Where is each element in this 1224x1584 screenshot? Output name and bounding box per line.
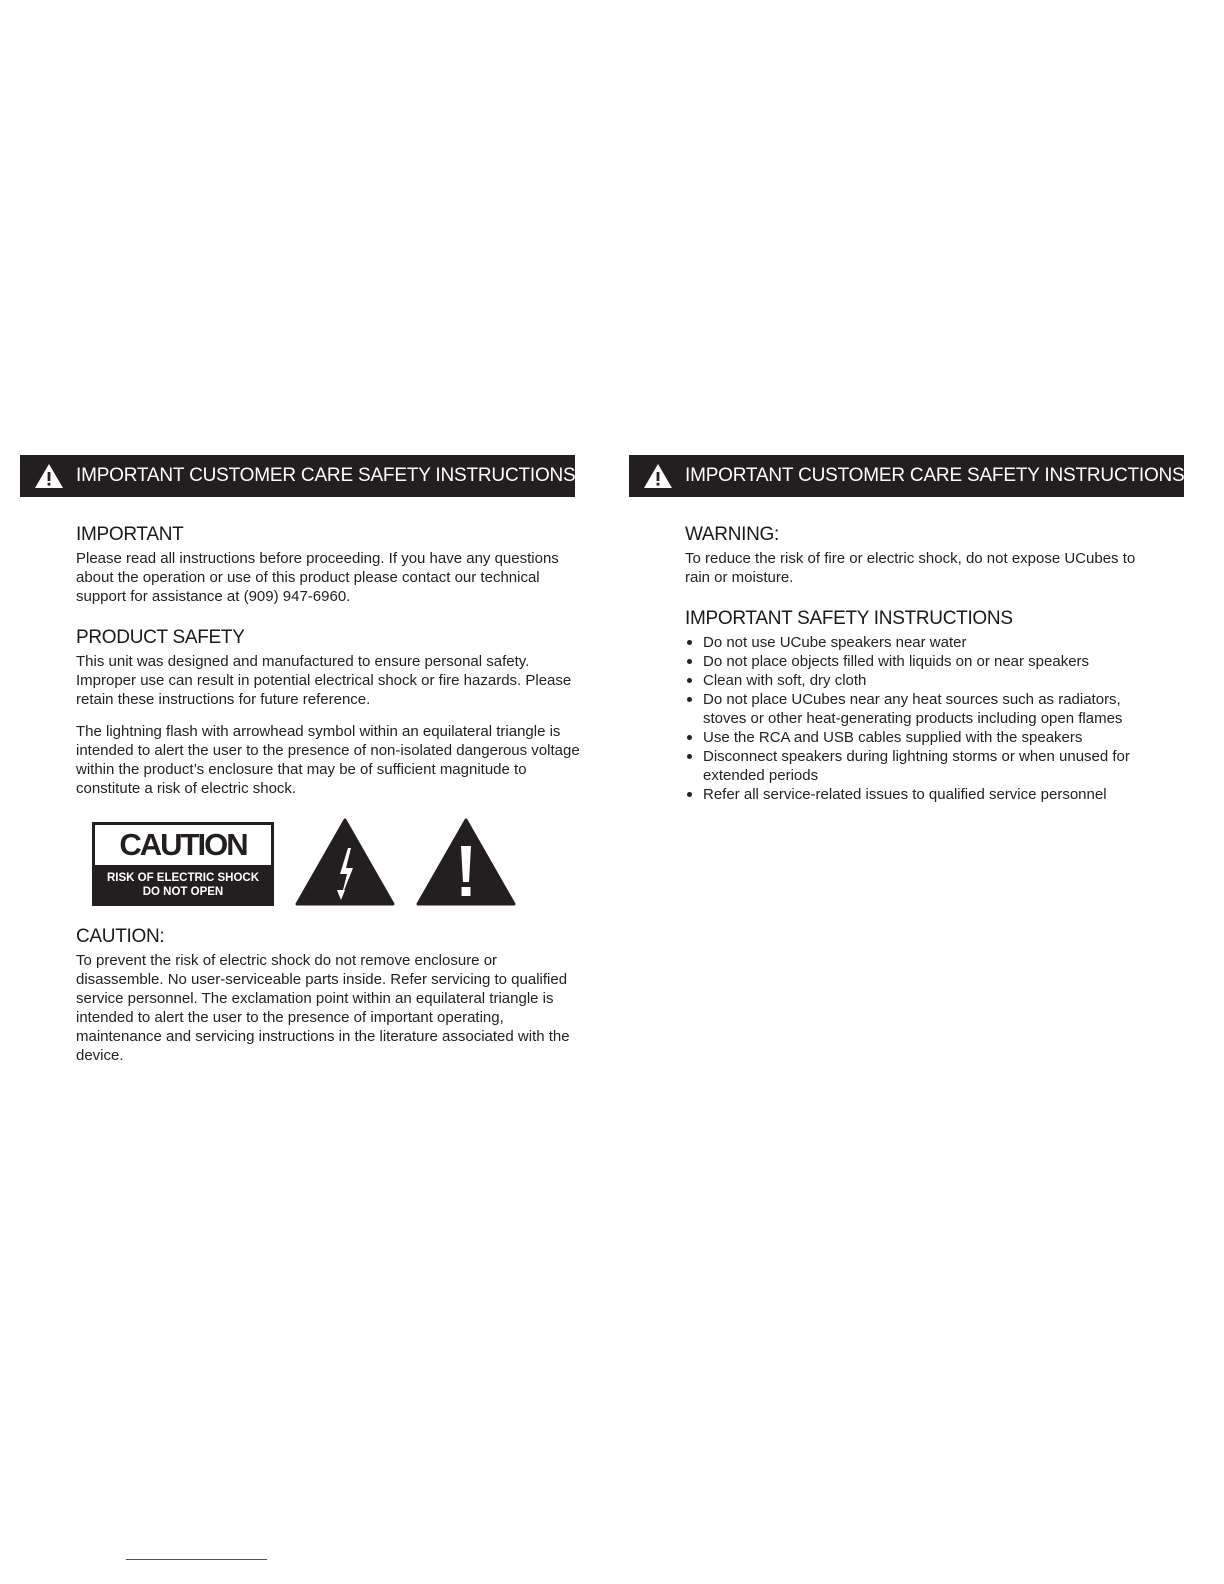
warning-triangle-icon (643, 463, 673, 489)
right-column (685, 524, 1145, 804)
safety-instructions-list (685, 633, 1145, 804)
lightning-symbol-description: The lightning flash with arrowhead symbol within an equilateral triangle is intended to alert the user to the presence of non-isolated dangerous voltage within the product’s enclosure that may be of sufficient magnitude to constitute a risk of electric shock. (76, 723, 580, 797)
caution-line-1: RISK OF ELECTRIC SHOCK (106, 872, 260, 884)
caution-word: CAUTION (94, 824, 272, 866)
caution-body: To prevent the risk of electric shock do not remove enclosure or disassemble. No user-serviceable parts inside. Refer servicing to qualified service personnel. The exclamation point within an equilateral triangle is intended to alert the user to the presence of important operating, maintenance and servicing instructions in the literature associated with the device. (76, 952, 570, 1064)
list-item: Do not place UCubes near any heat sources such as radiators, stoves or other heat-generating products including open flames (685, 690, 1145, 728)
warning-triangle-icon (34, 463, 64, 489)
list-item: Use the RCA and USB cables supplied with the speakers (685, 728, 1145, 747)
right-header-banner (629, 455, 1184, 497)
left-column (76, 524, 581, 1065)
list-item: Do not use UCube speakers near water (685, 633, 1145, 652)
caution-line-2: DO NOT OPEN (142, 886, 224, 898)
important-body: Please read all instructions before proceeding. If you have any questions about the operation or use of this product please contact our technical support for assistance at (909) 947-6960. (76, 550, 559, 605)
safety-symbols (92, 818, 581, 906)
list-item: Do not place objects filled with liquids on or near speakers (685, 652, 1145, 671)
product-safety-body: This unit was designed and manufactured to ensure personal safety. Improper use can result in potential electrical shock or fire hazards. Please retain these instructions for future reference. (76, 653, 572, 708)
warning-heading: WARNING: (685, 524, 780, 545)
banner-title: IMPORTANT CUSTOMER CARE SAFETY INSTRUCTIONS (76, 465, 576, 486)
caution-label (92, 822, 274, 906)
safety-instructions-heading: IMPORTANT SAFETY INSTRUCTIONS (685, 608, 1013, 629)
lightning-triangle-icon (295, 818, 395, 906)
list-item: Refer all service-related issues to qualified service personnel (685, 785, 1145, 804)
important-heading: IMPORTANT (76, 524, 184, 545)
list-item: Disconnect speakers during lightning storms or when unused for extended periods (685, 747, 1145, 785)
caution-heading: CAUTION: (76, 926, 165, 947)
exclamation-triangle-icon (416, 818, 516, 906)
left-header-banner (20, 455, 575, 497)
banner-title: IMPORTANT CUSTOMER CARE SAFETY INSTRUCTIONS (685, 465, 1185, 486)
warning-body: To reduce the risk of fire or electric shock, do not expose UCubes to rain or moisture. (685, 550, 1136, 586)
footer-link-underline (126, 1559, 267, 1560)
list-item: Clean with soft, dry cloth (685, 671, 1145, 690)
product-safety-heading: PRODUCT SAFETY (76, 627, 245, 648)
